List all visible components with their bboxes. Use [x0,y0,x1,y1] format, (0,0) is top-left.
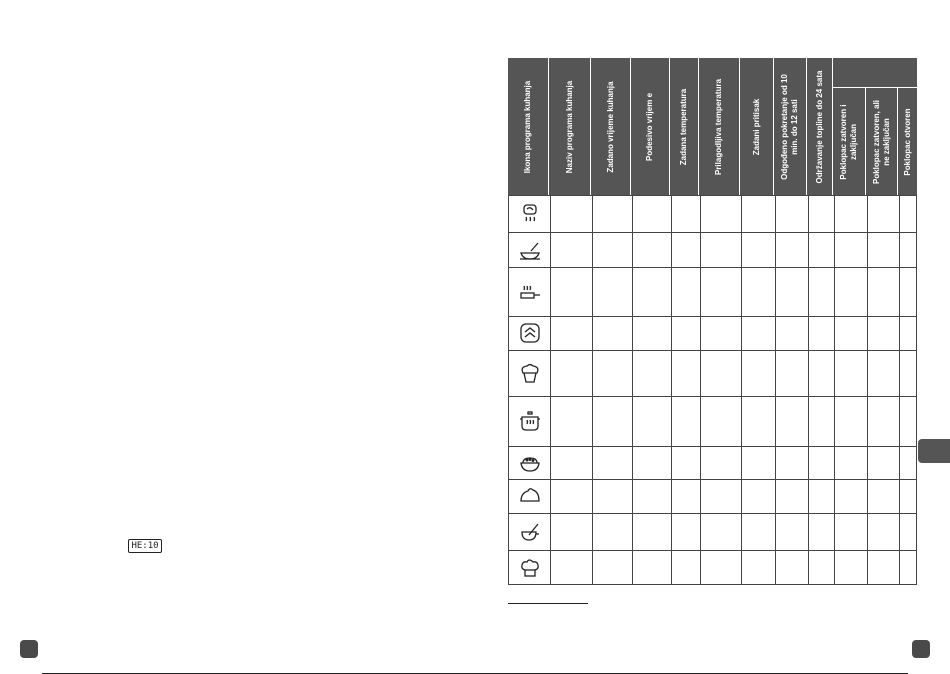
whisk-bowl-icon [509,513,550,550]
page-marker-left [20,640,38,658]
header-adjustable-time: Podesivo vrijem e [631,58,670,195]
header-lid-open: Poklopac otvoren [898,88,917,195]
header-default-pressure: Zadani pritisak [740,58,774,195]
header-lid-closed-unlocked: Poklopac zatvoren, ali ne zaključan [866,88,898,195]
steam-bowl-icon [509,196,550,232]
cooking-programs-table [508,58,917,585]
rice-bowl-icon [509,446,550,479]
frying-pan-icon [509,267,550,316]
muffin-icon [509,350,550,396]
stew-pot-icon [509,396,550,446]
page-marker-right [912,640,930,658]
header-keep-warm: Održavanje topline do 24 sata [807,58,833,195]
header-delayed-start: Odgođeno pokretanje od 10 min. do 12 sati [774,58,807,195]
dough-icon [509,479,550,513]
table-body [508,195,917,585]
header-program-name: Naziv programa kuhanja [549,58,591,195]
footnote-rule [508,603,588,604]
header-lid-locked: Poklopac zatvoren i zaključan [833,88,866,195]
sauce-pan-icon [509,232,550,267]
header-icon-col: Ikona programa kuhanja [508,58,549,195]
chapter-tab [918,439,950,463]
display-readout-icon: HE:10 [128,539,162,553]
header-default-temp: Zadana temperatura [670,58,699,195]
header-default-time: Zadano vrijeme kuhanja [591,58,631,195]
header-lid-group [833,58,917,88]
oven-icon [509,316,550,350]
chef-hat-icon [509,550,550,586]
header-adjustable-temp: Prilagodljiva temperatura [699,58,740,195]
